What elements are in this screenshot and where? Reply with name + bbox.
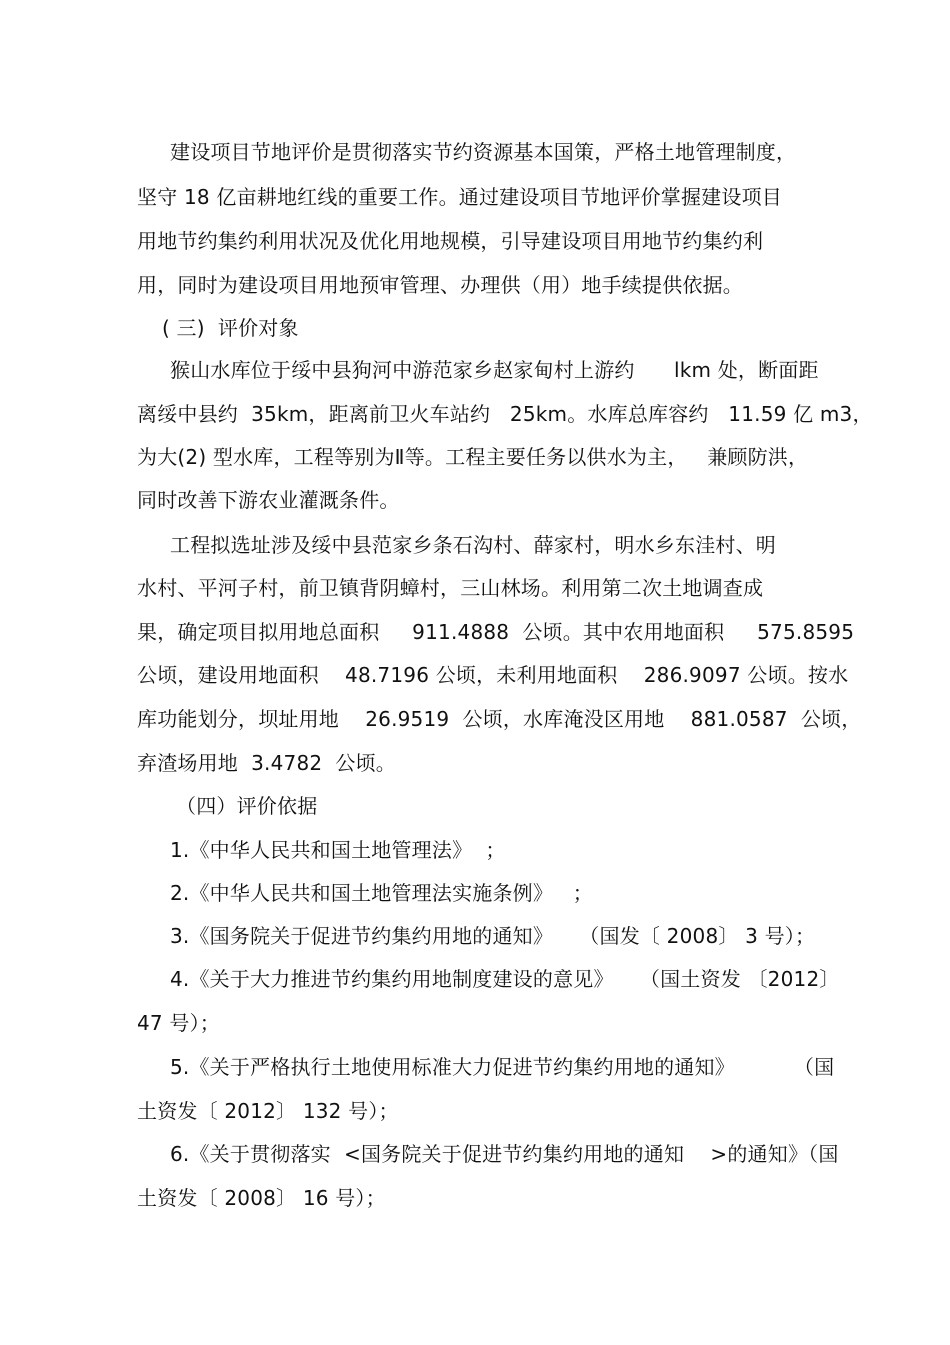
paragraph-line: 水村、平河子村，前卫镇背阴蟑村，三山林场。利用第二次土地调查成 <box>137 576 764 600</box>
paragraph-line: 工程拟选址涉及绥中县范家乡条石沟村、薛家村，明水乡东洼村、明 <box>170 533 776 557</box>
paragraph-line: 坚守 18 亿亩耕地红线的重要工作。通过建设项目节地评价掌握建设项目 <box>137 185 782 209</box>
reference-item: 5.《关于严格执行土地使用标准大力促进节约集约用地的通知》 （国 <box>170 1055 835 1079</box>
reference-item-continuation: 47 号）； <box>137 1011 221 1035</box>
paragraph-line: 为大(2) 型水库，工程等别为Ⅱ等。工程主要任务以供水为主， 兼顾防洪， <box>137 445 809 469</box>
section-heading: ( 三) 评价对象 <box>162 316 299 340</box>
paragraph-line: 猴山水库位于绥中县狗河中游范家乡赵家甸村上游约 lkm 处，断面距 <box>170 358 819 382</box>
paragraph-line: 同时改善下游农业灌溉条件。 <box>137 488 400 512</box>
reference-item-continuation: 土资发〔 2012〕 132 号）； <box>137 1099 399 1123</box>
paragraph-line: 公顷，建设用地面积 48.7196 公顷，未利用地面积 286.9097 公顷。按水 <box>137 663 849 687</box>
reference-item-continuation: 土资发〔 2008〕 16 号）； <box>137 1186 386 1210</box>
reference-item: 1.《中华人民共和国土地管理法》 ； <box>170 838 506 862</box>
paragraph-line: 弃渣场用地 3.4782 公顷。 <box>137 751 397 775</box>
paragraph-line: 用地节约集约利用状况及优化用地规模，引导建设项目用地节约集约利 <box>137 229 764 253</box>
paragraph-line: 建设项目节地评价是贯彻落实节约资源基本国策，严格土地管理制度， <box>170 140 797 164</box>
reference-item: 2.《中华人民共和国土地管理法实施条例》 ； <box>170 881 593 905</box>
section-heading: （四）评价依据 <box>176 794 318 818</box>
paragraph-line: 果，确定项目拟用地总面积 911.4888 公顷。其中农用地面积 575.8595 <box>137 620 855 644</box>
paragraph-line: 离绥中县约 35km，距离前卫火车站约 25km。水库总库容约 11.59 亿 m3， <box>137 402 873 426</box>
paragraph-line: 库功能划分，坝址用地 26.9519 公顷，水库淹没区用地 881.0587 公顷， <box>137 707 862 731</box>
reference-item: 6.《关于贯彻落实 <国务院关于促进节约集约用地的通知 >的通知》（国 <box>170 1142 839 1166</box>
reference-item: 3.《国务院关于促进节约集约用地的通知》 （国发〔 2008〕 3 号）； <box>170 924 816 948</box>
reference-item: 4.《关于大力推进节约集约用地制度建设的意见》 （国土资发 〔2012〕 <box>170 967 840 991</box>
paragraph-line: 用，同时为建设项目用地预审管理、办理供（用）地手续提供依据。 <box>137 273 743 297</box>
